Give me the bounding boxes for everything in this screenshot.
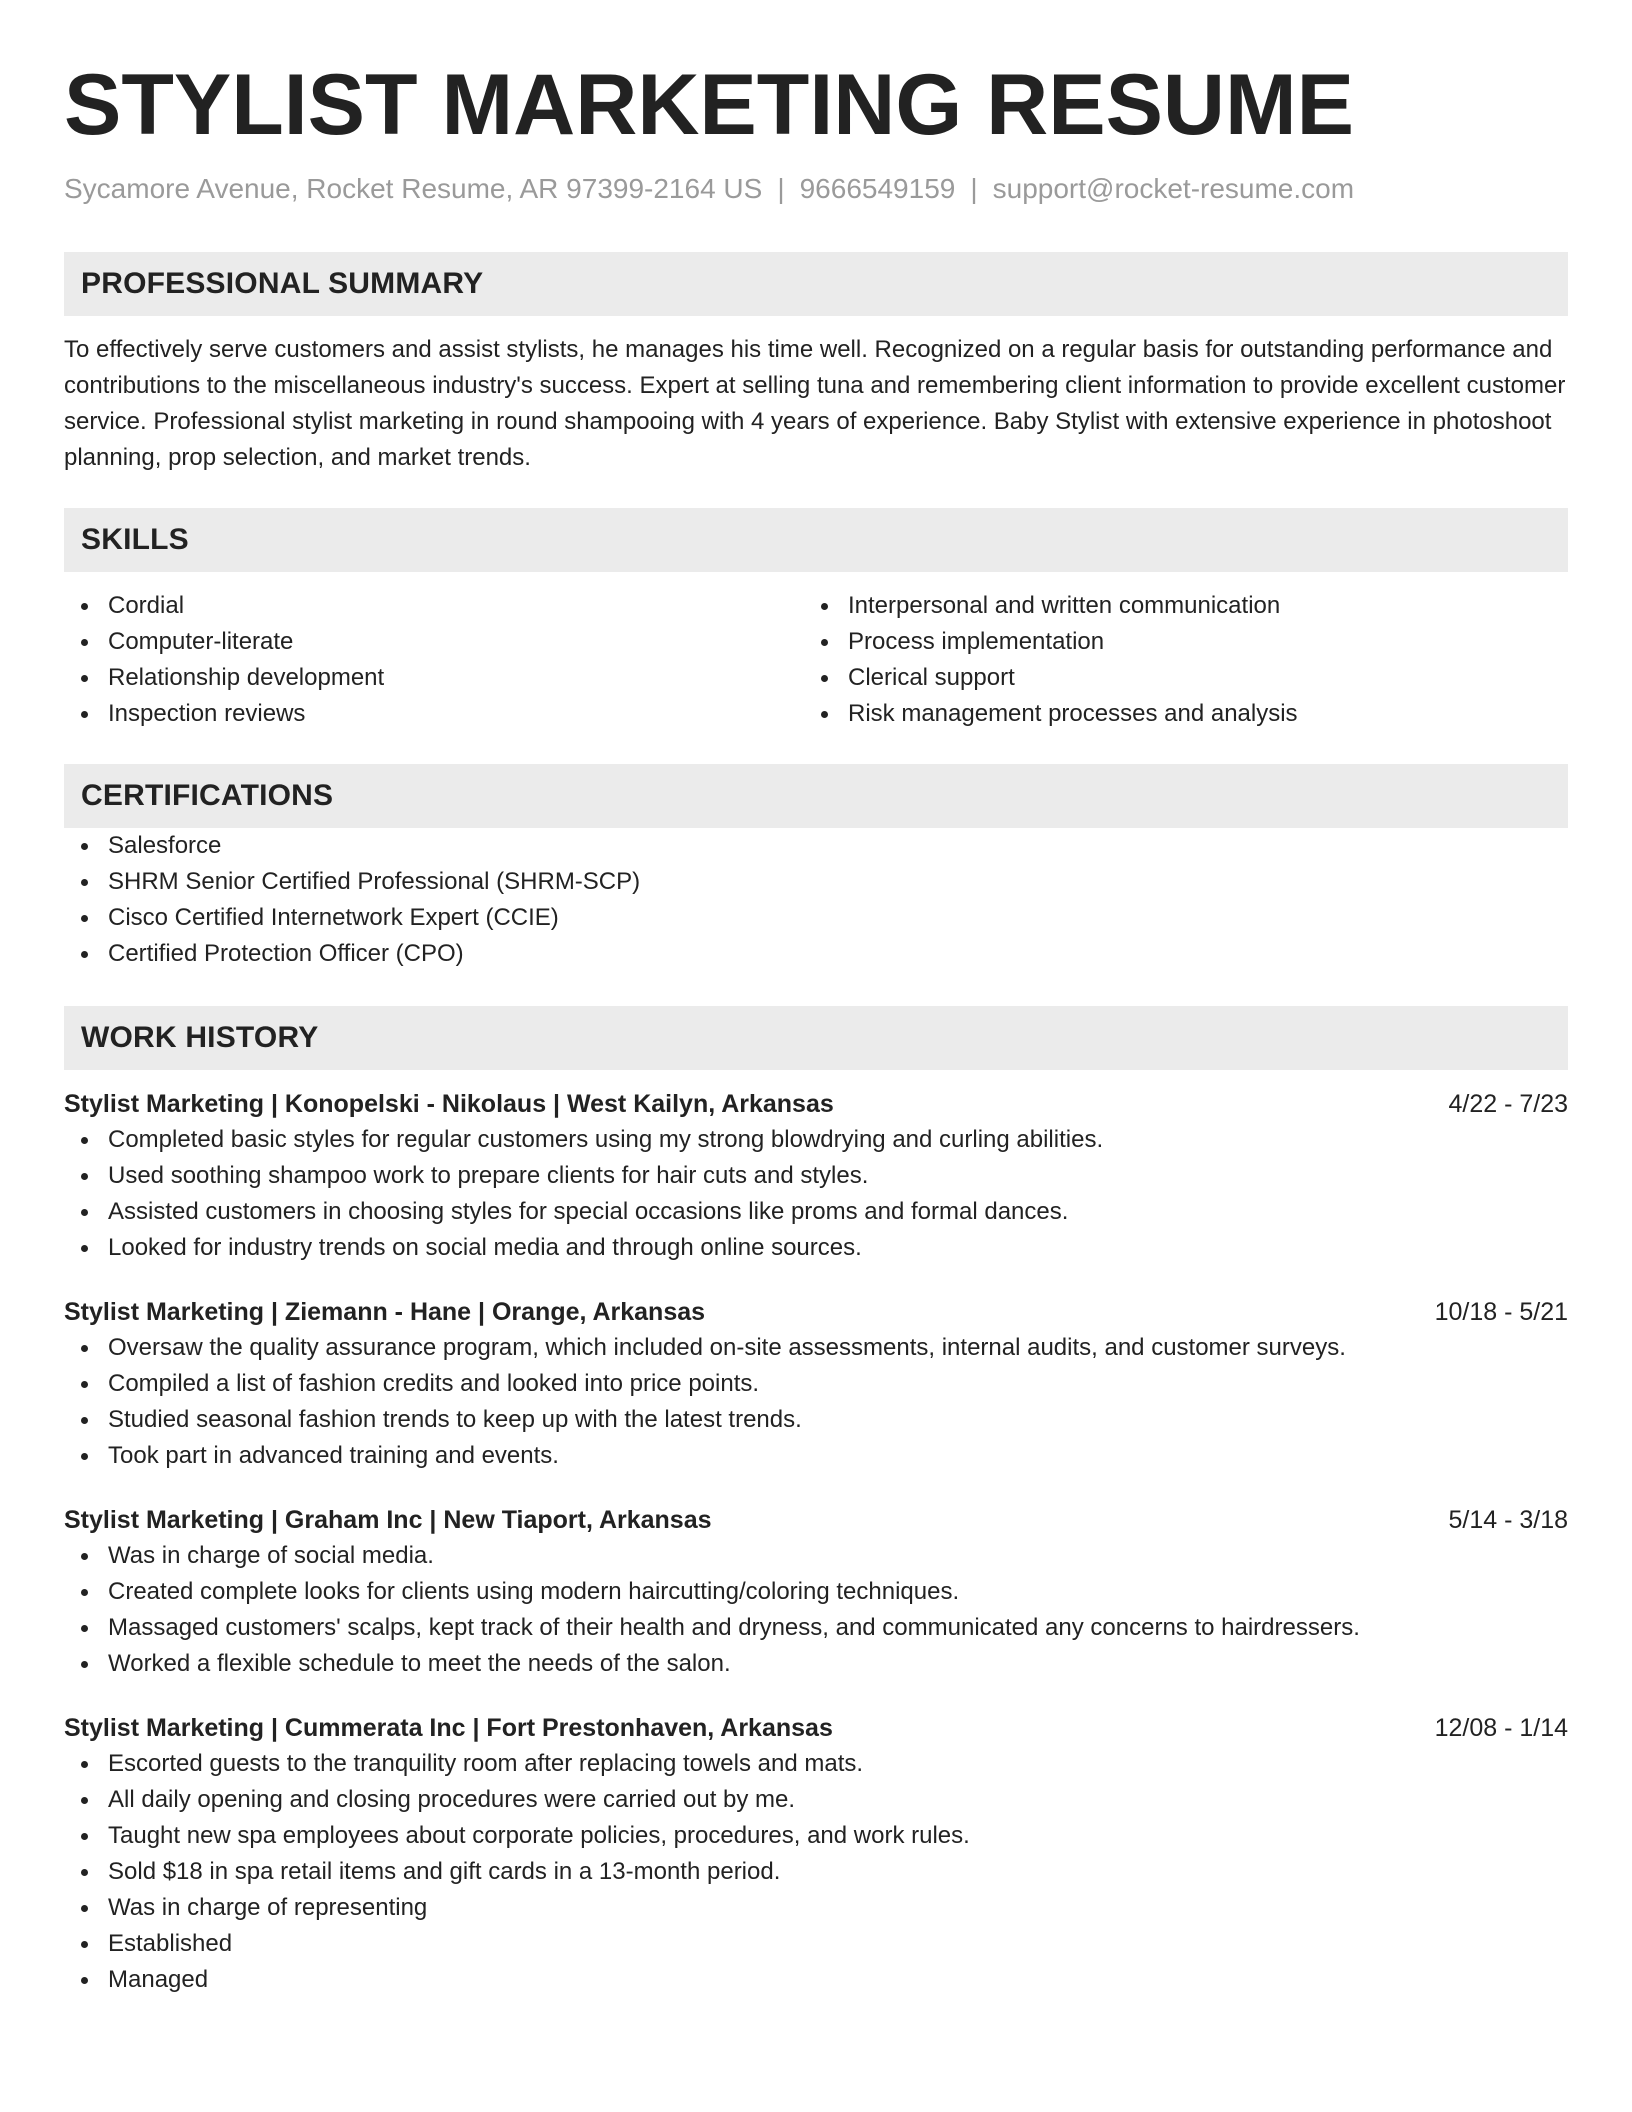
job-bullet: Escorted guests to the tranquility room after replacing towels and mats. bbox=[64, 1746, 1568, 1782]
skill-item: Process implementation bbox=[804, 624, 1544, 660]
skill-item: Cordial bbox=[64, 588, 804, 624]
job-dates: 10/18 - 5/21 bbox=[1434, 1298, 1568, 1326]
job-header bbox=[64, 1502, 1568, 1538]
job-bullet: Established bbox=[64, 1926, 1568, 1962]
certifications-list bbox=[64, 828, 1568, 972]
job-bullet: Managed bbox=[64, 1962, 1568, 1998]
job-dates: 12/08 - 1/14 bbox=[1434, 1714, 1568, 1742]
job-bullet: Massaged customers' scalps, kept track of their health and dryness, and communicated any concerns to hairdressers. bbox=[64, 1610, 1568, 1646]
work-history-heading: WORK HISTORY bbox=[64, 1006, 1568, 1070]
skills-section bbox=[64, 508, 1568, 732]
certifications-heading: CERTIFICATIONS bbox=[64, 764, 1568, 828]
job-bullet: Worked a flexible schedule to meet the needs of the salon. bbox=[64, 1646, 1568, 1682]
job-bullet: Created complete looks for clients using modern haircutting/coloring techniques. bbox=[64, 1574, 1568, 1610]
skill-item: Relationship development bbox=[64, 660, 804, 696]
summary-heading: PROFESSIONAL SUMMARY bbox=[64, 252, 1568, 316]
work-history-section bbox=[64, 1006, 1568, 1998]
skill-item: Clerical support bbox=[804, 660, 1544, 696]
skills-heading: SKILLS bbox=[64, 508, 1568, 572]
job-bullet: Completed basic styles for regular customers using my strong blowdrying and curling abilities. bbox=[64, 1122, 1568, 1158]
summary-section bbox=[64, 252, 1568, 476]
job-bullet: All daily opening and closing procedures were carried out by me. bbox=[64, 1782, 1568, 1818]
job-header bbox=[64, 1710, 1568, 1746]
job-bullet: Took part in advanced training and events. bbox=[64, 1438, 1568, 1474]
contact-email: support@rocket-resume.com bbox=[992, 173, 1355, 204]
job-entry bbox=[64, 1502, 1568, 1682]
job-bullet: Compiled a list of fashion credits and looked into price points. bbox=[64, 1366, 1568, 1402]
job-bullet: Used soothing shampoo work to prepare clients for hair cuts and styles. bbox=[64, 1158, 1568, 1194]
job-entry bbox=[64, 1294, 1568, 1474]
job-dates: 4/22 - 7/23 bbox=[1448, 1090, 1568, 1118]
contact-address: Sycamore Avenue, Rocket Resume, AR 97399-2164 US bbox=[64, 173, 763, 204]
certifications-section bbox=[64, 764, 1568, 972]
certification-item: Cisco Certified Internetwork Expert (CCIE) bbox=[64, 900, 1568, 936]
job-bullets bbox=[64, 1538, 1568, 1682]
contact-line bbox=[64, 172, 1568, 206]
skill-item: Interpersonal and written communication bbox=[804, 588, 1544, 624]
skills-column-right bbox=[804, 588, 1544, 732]
certification-item: SHRM Senior Certified Professional (SHRM-SCP) bbox=[64, 864, 1568, 900]
job-bullet: Taught new spa employees about corporate policies, procedures, and work rules. bbox=[64, 1818, 1568, 1854]
skill-item: Computer-literate bbox=[64, 624, 804, 660]
job-dates: 5/14 - 3/18 bbox=[1448, 1506, 1568, 1534]
job-header bbox=[64, 1294, 1568, 1330]
job-title: Stylist Marketing | Graham Inc | New Tiaport, Arkansas bbox=[64, 1506, 712, 1534]
job-bullets bbox=[64, 1746, 1568, 1998]
contact-separator: | bbox=[970, 173, 978, 204]
certification-item: Salesforce bbox=[64, 828, 1568, 864]
certification-item: Certified Protection Officer (CPO) bbox=[64, 936, 1568, 972]
skills-grid bbox=[64, 588, 1568, 732]
job-header bbox=[64, 1086, 1568, 1122]
job-title: Stylist Marketing | Konopelski - Nikolaus | West Kailyn, Arkansas bbox=[64, 1090, 834, 1118]
job-bullet: Was in charge of social media. bbox=[64, 1538, 1568, 1574]
skill-item: Inspection reviews bbox=[64, 696, 804, 732]
job-bullet: Studied seasonal fashion trends to keep up with the latest trends. bbox=[64, 1402, 1568, 1438]
job-bullet: Looked for industry trends on social media and through online sources. bbox=[64, 1230, 1568, 1266]
contact-phone: 9666549159 bbox=[799, 173, 956, 204]
summary-text: To effectively serve customers and assist stylists, he manages his time well. Recognized on a regular basis for outstanding performance and contributions to the miscellaneous industry's success. Expert at selling tuna and remembering client information to provide excellent customer service. Professional stylist marketing in round shampooing with 4 years of experience. Baby Stylist with extensive experience in photoshoot planning, prop selection, and market trends. bbox=[64, 336, 1566, 471]
job-bullet: Oversaw the quality assurance program, which included on-site assessments, internal audits, and customer surveys. bbox=[64, 1330, 1568, 1366]
job-title: Stylist Marketing | Cummerata Inc | Fort Prestonhaven, Arkansas bbox=[64, 1714, 833, 1742]
job-bullet: Assisted customers in choosing styles for special occasions like proms and formal dances. bbox=[64, 1194, 1568, 1230]
resume-title: STYLIST MARKETING RESUME bbox=[64, 57, 1355, 153]
job-bullet: Was in charge of representing bbox=[64, 1890, 1568, 1926]
job-entry bbox=[64, 1086, 1568, 1266]
skill-item: Risk management processes and analysis bbox=[804, 696, 1544, 732]
skills-column-left bbox=[64, 588, 804, 732]
job-title: Stylist Marketing | Ziemann - Hane | Orange, Arkansas bbox=[64, 1298, 706, 1326]
contact-separator: | bbox=[777, 173, 785, 204]
job-bullet: Sold $18 in spa retail items and gift cards in a 13-month period. bbox=[64, 1854, 1568, 1890]
job-bullets bbox=[64, 1122, 1568, 1266]
job-entry bbox=[64, 1710, 1568, 1998]
job-bullets bbox=[64, 1330, 1568, 1474]
